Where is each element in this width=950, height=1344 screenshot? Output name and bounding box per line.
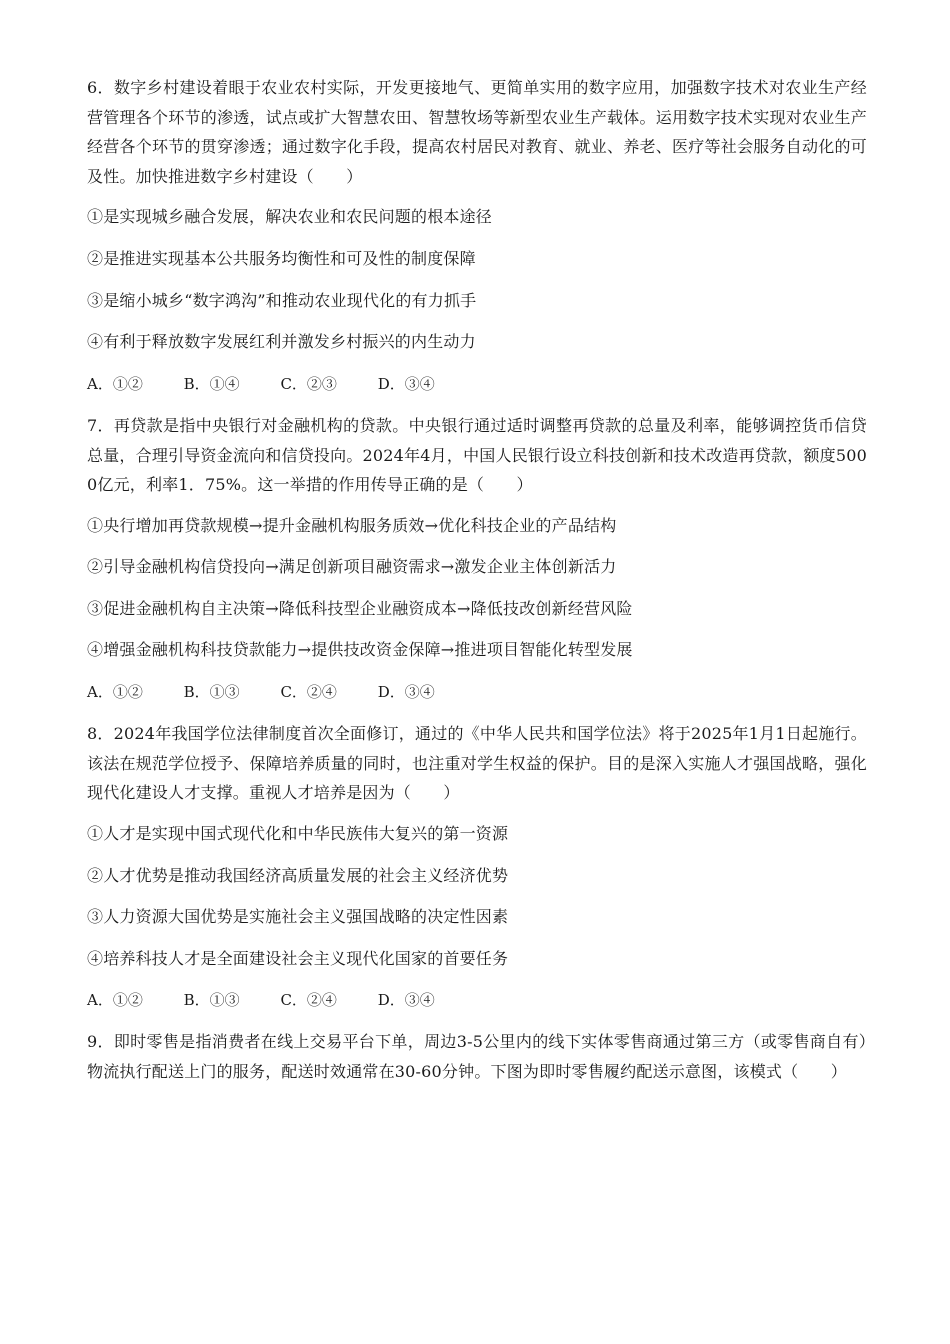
- option-b: B．①④: [183, 375, 240, 393]
- question-8-options: [87, 990, 435, 1010]
- question-7-stem: 7．再贷款是指中央银行对金融机构的贷款。中央银行通过适时调整再贷款的总量及利率，能够调控货币信贷总量，合理引导资金流向和信贷投向。2024年4月，中国人民银行设立科技创新和技术改造再贷款，额度5000亿元，利率1．75%。这一举措的作用传导正确的是（ ）: [87, 416, 867, 494]
- question-7-item-3: ③促进金融机构自主决策→降低科技型企业融资成本→降低技改创新经营风险: [87, 599, 633, 618]
- question-9-stem: 9．即时零售是指消费者在线上交易平台下单，周边3-5公里内的线下实体零售商通过第三方（或零售商自有）物流执行配送上门的服务，配送时效通常在30-60分钟。下图为即时零售履约配送示意图，该模式（ ）: [87, 1032, 867, 1081]
- question-6-options: [87, 374, 435, 394]
- question-6-item-3: ③是缩小城乡“数字鸿沟”和推动农业现代化的有力抓手: [87, 291, 477, 310]
- question-8-item-4: ④培养科技人才是全面建设社会主义现代化国家的首要任务: [87, 949, 509, 968]
- question-6-item-1: ①是实现城乡融合发展，解决农业和农民问题的根本途径: [87, 207, 493, 226]
- question-7-item-1: ①央行增加再贷款规模→提升金融机构服务质效→优化科技企业的产品结构: [87, 516, 617, 535]
- option-b: B．①③: [183, 683, 240, 701]
- question-6-item-2: ②是推进实现基本公共服务均衡性和可及性的制度保障: [87, 249, 476, 268]
- question-7-options: [87, 682, 435, 702]
- question-7-item-2: ②引导金融机构信贷投向→满足创新项目融资需求→激发企业主体创新活力: [87, 557, 617, 576]
- option-a: A．①②: [87, 683, 143, 701]
- option-d: D．③④: [377, 683, 435, 701]
- option-d: D．③④: [377, 375, 435, 393]
- question-6-stem: 6．数字乡村建设着眼于农业农村实际，开发更接地气、更简单实用的数字应用，加强数字技术对农业生产经营管理各个环节的渗透，试点或扩大智慧农田、智慧牧场等新型农业生产载体。运用数字技术实现对农业生产经营各个环节的贯穿渗透；通过数字化手段，提高农村居民对教育、就业、养老、医疗等社会服务自动化的可及性。加快推进数字乡村建设（ ）: [87, 78, 867, 186]
- question-7-item-4: ④增强金融机构科技贷款能力→提供技改资金保障→推进项目智能化转型发展: [87, 640, 633, 659]
- question-8-item-1: ①人才是实现中国式现代化和中华民族伟大复兴的第一资源: [87, 824, 509, 843]
- question-8-item-3: ③人力资源大国优势是实施社会主义强国战略的决定性因素: [87, 907, 509, 926]
- question-8-item-2: ②人才优势是推动我国经济高质量发展的社会主义经济优势: [87, 866, 509, 885]
- option-a: A．①②: [87, 375, 143, 393]
- question-8-stem: 8．2024年我国学位法律制度首次全面修订，通过的《中华人民共和国学位法》将于2025年1月1日起施行。该法在规范学位授予、保障培养质量的同时，也注重对学生权益的保护。目的是深入实施人才强国战略，强化现代化建设人才支撑。重视人才培养是因为（ ）: [87, 724, 867, 802]
- option-c: C．②③: [280, 375, 337, 393]
- option-a: A．①②: [87, 991, 143, 1009]
- option-d: D．③④: [377, 991, 435, 1009]
- option-c: C．②④: [280, 991, 337, 1009]
- option-b: B．①③: [183, 991, 240, 1009]
- option-c: C．②④: [280, 683, 337, 701]
- question-6-item-4: ④有利于释放数字发展红利并激发乡村振兴的内生动力: [87, 332, 476, 351]
